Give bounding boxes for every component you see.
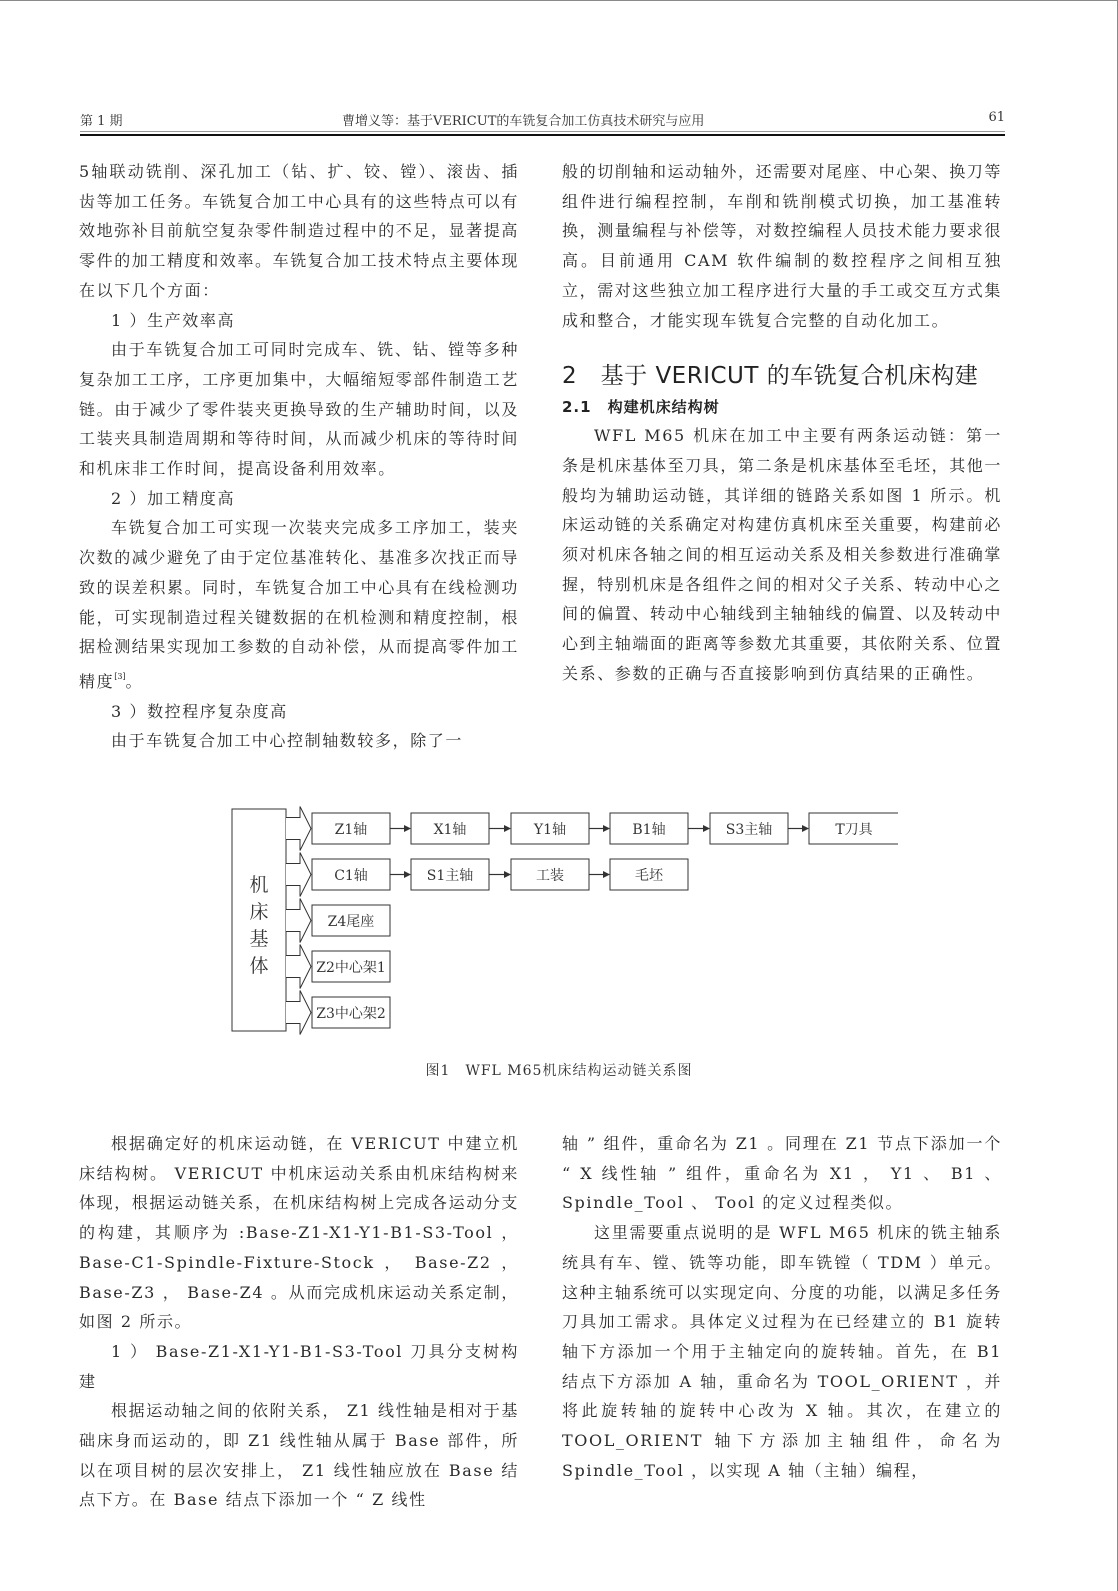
header-rule-thick (80, 134, 1005, 136)
paragraph: 由于车铣复合加工可同时完成车、铣、钻、镗等多种复杂加工工序，工序更加集中，大幅缩短零部件制造工艺链。由于减少了零件装夹更换导致的生产辅助时间，以及工装夹具制造周期和等待时间，从而减少机床的等待时间和机床非工作时间，提高设备利用效率。 (79, 340, 520, 479)
right-column-bottom (562, 1129, 1002, 1485)
chain-node-label: T刀具 (835, 822, 873, 838)
chain-arrow-head (504, 871, 511, 878)
chain-node-label: B1轴 (632, 822, 666, 838)
paragraph-tail: 。 (125, 671, 144, 691)
citation-ref[interactable]: [3] (114, 671, 126, 681)
subsection-title: 2.1 构建机床结构树 (562, 398, 720, 417)
chain-node-label: Z4尾座 (327, 914, 375, 930)
paragraph: 轴 ” 组件，重命名为 Z1 。同理在 Z1 节点下添加一个 “ X 线性轴 ” 组件，重命名为 X1 ， Y1 、 B1 、 Spindle_Tool 、 Tool 的定义过程类似。 (562, 1134, 1002, 1213)
left-column-bottom (79, 1129, 519, 1515)
branch-arrow (286, 807, 311, 851)
branch-arrow (286, 945, 311, 989)
journal-running-title: 曹增义等：基于VERICUT的车铣复合加工仿真技术研究与应用 (342, 114, 705, 129)
section-title: 2 基于 VERICUT 的车铣复合机床构建 (562, 363, 979, 390)
chain-node-label: Y1轴 (533, 822, 567, 838)
chain-node-label: C1轴 (334, 868, 368, 884)
figure-1-kinematic-chain (228, 805, 898, 1040)
paragraph: 这里需要重点说明的是 WFL M65 机床的铣主轴系统具有车、镗、铣等功能，即车铣镗（ TDM ）单元。这种主轴系统可以实现定向、分度的功能，以满足多任务刀具加工需求。具体定义过程为在已经建立的 B1 旋转轴下方添加一个用于主轴定向的旋转轴。首先，在 B1 结点下方添加 A 轴，重命名为 TOOL_ORIENT ，并将此旋转轴的旋转中心改为 X 轴。其次，在建立的 TOOL_ORIENT 轴下方添加主轴组件，命名为 Spindle_Tool ，以实现 A 轴（主轴）编程， (562, 1223, 1003, 1480)
chain-node-label: 毛坯 (635, 868, 663, 884)
paragraph-text: 车铣复合加工可实现一次装夹完成多工序加工，装夹次数的减少避免了由于定位基准转化、基准多次找正而导致的误差积累。同时，车铣复合加工中心具有在线检测功能，可实现制造过程关键数据的在机检测和精度控制，根据检测结果实现加工参数的自动补偿，从而提高零件加工精度 (79, 518, 520, 691)
chain-arrow-head (404, 871, 411, 878)
chain-arrow-head (603, 825, 610, 832)
page-border-top (0, 0, 1118, 1)
paragraph (79, 513, 519, 696)
branch-arrow (286, 853, 311, 897)
paragraph: WFL M65 机床在加工中主要有两条运动链：第一条是机床基体至刀具，第二条是机床基体至毛坯，其他一般均为辅助运动链，其详细的链路关系如图 1 所示。机床运动链的关系确定对构建仿真机床至关重要，构建前必须对机床各轴之间的相互运动关系及相关参数进行准确掌握，特别机床是各组件之间的相对父子关系、转动中心之间的偏置、转动中心轴线到主轴轴线的偏置、以及转动中心到主轴端面的距离等参数尤其重要，其依附关系、位置关系、参数的正确与否直接影响到仿真结果的正确性。 (562, 426, 1003, 683)
base-label-char: 基 (249, 928, 269, 950)
chain-arrow-head (802, 825, 809, 832)
running-head (80, 106, 1005, 130)
branch-arrow (286, 899, 311, 943)
paragraph: 由于车铣复合加工中心控制轴数较多，除了一 (111, 731, 464, 751)
right-column-top (562, 157, 1002, 689)
base-label-char: 机 (249, 874, 269, 896)
paragraph: 根据确定好的机床运动链，在 VERICUT 中建立机床结构树。 VERICUT 中机床运动关系由机床结构树来体现，根据运动链关系，在机床结构树上完成各运动分支的构建，其顺序为 :Base-Z1-X1-Y1-B1-S3-Tool ， Base-C1-Spindle-Fixture-Stock ， Base-Z2 ， Base-Z3 ， Base-Z4 。从而完成机床运动关系定制，如图 2 所示。 (79, 1134, 520, 1332)
kinematic-chain-diagram (228, 805, 898, 1040)
paragraph: 根据运动轴之间的依附关系， Z1 线性轴是相对于基础床身而运动的，即 Z1 线性轴从属于 Base 部件，所以在项目树的层次安排上， Z1 线性轴应放在 Base 结点下方。在 Base 结点下添加一个 “ Z 线性 (79, 1401, 519, 1510)
chain-node-label: Z3中心架2 (316, 1006, 386, 1022)
chain-node-label: Z1轴 (334, 822, 368, 838)
base-label-char: 床 (249, 901, 269, 923)
paragraph: 般的切削轴和运动轴外，还需要对尾座、中心架、换刀等组件进行编程控制，车削和铣削模式切换，加工基准转换，测量编程与补偿等，对数控编程人员技术能力要求很高。目前通用 CAM 软件编制的数控程序之间相互独立，需对这些独立加工程序进行大量的手工或交互方式集成和整合，才能实现车铣复合完整的自动化加工。 (562, 162, 1003, 330)
branch-arrow (286, 991, 311, 1035)
chain-node-label: 工装 (536, 868, 564, 884)
list-heading: 1 ） Base-Z1-X1-Y1-B1-S3-Tool 刀具分支树构建 (79, 1341, 519, 1391)
header-rule-thin (80, 131, 1005, 132)
issue-label: 第 1 期 (80, 114, 123, 129)
list-heading-2: 2 ）加工精度高 (111, 488, 236, 508)
chain-arrow-head (404, 825, 411, 832)
left-column-top (79, 157, 519, 756)
chain-arrow-head (703, 825, 710, 832)
base-label-char: 体 (249, 955, 269, 977)
list-heading-1: 1 ）生产效率高 (111, 310, 236, 330)
chain-node-label: X1轴 (433, 822, 467, 838)
list-heading-3: 3 ）数控程序复杂度高 (111, 701, 288, 721)
chain-arrow-head (504, 825, 511, 832)
chain-node-label: Z2中心架1 (316, 960, 386, 976)
page-number: 61 (988, 110, 1005, 125)
chain-arrow-head (603, 871, 610, 878)
chain-node-label: S3主轴 (725, 822, 773, 838)
paragraph: 5轴联动铣削、深孔加工（钻、扩、铰、镗）、滚齿、插齿等加工任务。车铣复合加工中心具有的这些特点可以有效地弥补目前航空复杂零件制造过程中的不足，显著提高零件的加工精度和效率。车铣复合加工技术特点主要体现在以下几个方面： (79, 162, 520, 300)
figure-caption: 图1 WFL M65机床结构运动链关系图 (425, 1063, 693, 1079)
chain-node-label: S1主轴 (426, 868, 474, 884)
